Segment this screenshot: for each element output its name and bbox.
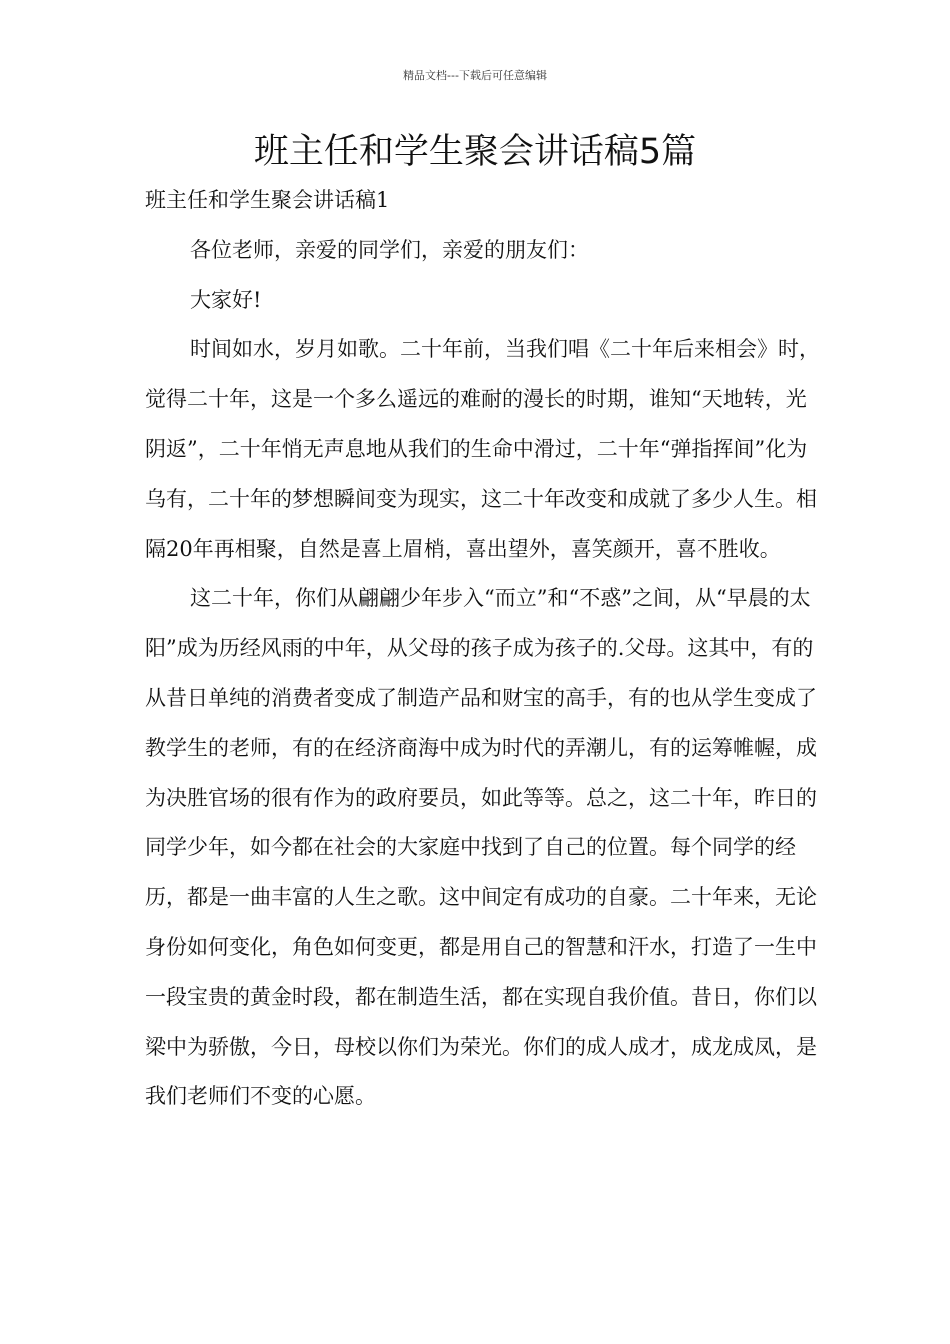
document-title: 班主任和学生聚会讲话稿5篇 <box>253 132 697 172</box>
paragraph-time: 时间如水，岁月如歌。二十年前，当我们唱《二十年后来相会》时，觉得二十年，这是一个多么遥远的难耐的漫长的时期，谁知“天地转，光阴返”，二十年悄无声息地从我们的生命中滑过，二十年“弹指挥间”化为乌有，二十年的梦想瞬间变为现实，这二十年改变和成就了多少人生。相隔20年再相聚，自然是喜上眉梢，喜出望外，喜笑颜开，喜不胜收。 <box>145 337 820 561</box>
paragraph-greeting: 各位老师，亲爱的同学们，亲爱的朋友们： <box>190 237 589 262</box>
section-heading: 班主任和学生聚会讲话稿1 <box>145 188 390 212</box>
paragraph-twenty-years: 这二十年，你们从翩翩少年步入“而立”和“不惑”之间，从“早晨的太阳”成为历经风雨的中年，从父母的孩子成为孩子的.父母。这其中，有的从昔日单纯的消费者变成了制造产品和财宝的高手，有的也从学生变成了教学生的老师，有的在经济商海中成为时代的弄潮儿，有的运筹帷幄，成为决胜官场的很有作为的政府要员，如此等等。总之，这二十年，昨日的同学少年，如今都在社会的大家庭中找到了自己的位置。每个同学的经历，都是一曲丰富的人生之歌。这中间定有成功的自豪。二十年来，无论身份如何变化，角色如何变更，都是用自己的智慧和汗水，打造了一生中一段宝贵的黄金时段，都在制造生活，都在实现自我价值。昔日，你们以梁中为骄傲，今日，母校以你们为荣光。你们的成人成才，成龙成凤，是我们老师们不变的心愿。 <box>145 586 817 1109</box>
header-note: 精品文档---下载后可任意编辑 <box>403 69 547 82</box>
document-body <box>145 176 825 1122</box>
paragraph-hello: 大家好! <box>190 287 262 312</box>
